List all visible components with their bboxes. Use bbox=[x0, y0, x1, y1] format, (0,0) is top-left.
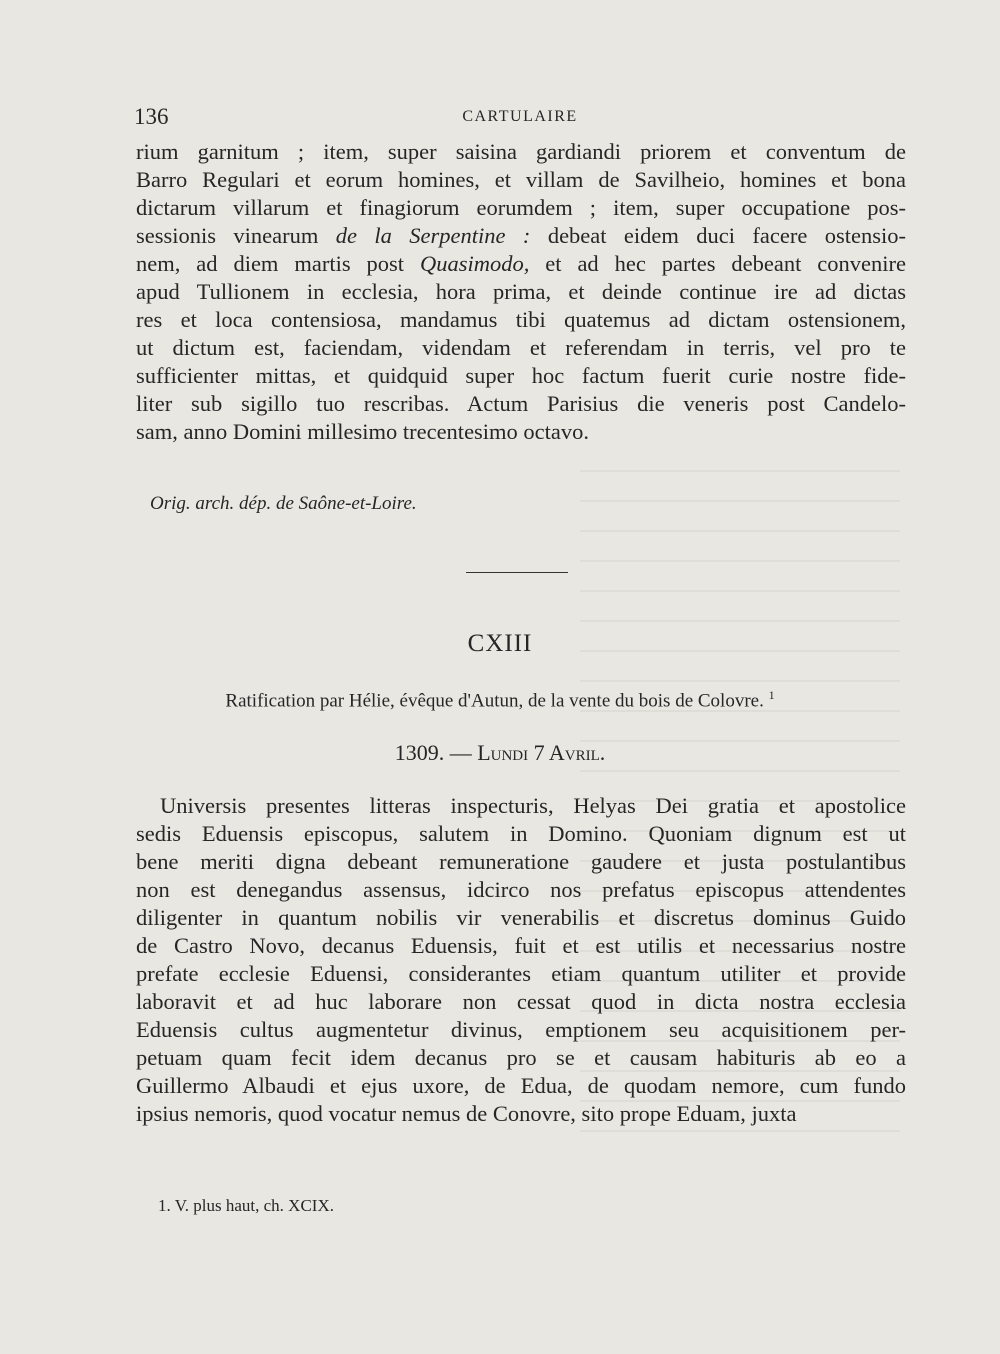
footnote: 1. V. plus haut, ch. XCIX. bbox=[158, 1196, 334, 1215]
text-line: rium garnitum ; item, super saisina gardiandi priorem et conventum de bbox=[136, 139, 906, 164]
section-divider bbox=[466, 572, 568, 573]
document-text bbox=[136, 792, 906, 1128]
text-line: prefate ecclesie Eduensi, considerantes etiam quantum utiliter et provide bbox=[136, 961, 906, 986]
running-head bbox=[134, 104, 906, 134]
running-title: CARTULAIRE bbox=[462, 108, 578, 125]
text-segment: sessionis vinearum bbox=[136, 223, 336, 248]
text-line: sam, anno Domini millesimo trecentesimo octavo. bbox=[136, 419, 590, 444]
document-title bbox=[0, 688, 1000, 712]
previous-document-text bbox=[136, 138, 906, 446]
text-segment: nem, ad diem martis post bbox=[136, 251, 420, 276]
text-line: ipsius nemoris, quod vocatur nemus de Conovre, sito prope Eduam, juxta bbox=[136, 1101, 797, 1126]
footnote-marker: 1 bbox=[768, 688, 775, 702]
text-line: de Castro Novo, decanus Eduensis, fuit et est utilis et necessarius nostre bbox=[136, 933, 906, 958]
source-note: Orig. arch. dép. de Saône-et-Loire. bbox=[150, 493, 417, 514]
text-segment: et ad hec partes debeant convenire bbox=[529, 251, 906, 276]
date-day: Lundi 7 Avril. bbox=[477, 740, 606, 765]
text-line bbox=[136, 222, 906, 250]
text-line: apud Tullionem in ecclesia, hora prima, et deinde continue ire ad dictas bbox=[136, 279, 906, 304]
text-line: ut dictum est, faciendam, videndam et referendam in terris, vel pro te bbox=[136, 335, 906, 360]
text-line: Barro Regulari et eorum homines, et villam de Savilheio, homines et bona bbox=[136, 167, 906, 192]
text-line: laboravit et ad huc laborare non cessat quod in dicta nostra ecclesia bbox=[136, 989, 906, 1014]
text-line: non est denegandus assensus, idcirco nos prefatus episcopus attendentes bbox=[136, 877, 906, 902]
italic-text: Quasimodo, bbox=[419, 251, 530, 276]
text-line: Eduensis cultus augmentetur divinus, emptionem seu acquisitionem per- bbox=[136, 1017, 906, 1042]
italic-text: de la Serpentine : bbox=[335, 223, 531, 248]
document-title-text: Ratification par Hélie, évêque d'Autun, de la vente du bois de Colovre. bbox=[225, 690, 764, 712]
text-line: sufficienter mittas, et quidquid super hoc factum fuerit curie nostre fide- bbox=[136, 363, 906, 388]
page-number: 136 bbox=[134, 104, 169, 129]
date-year: 1309. bbox=[394, 740, 445, 765]
text-line: sedis Eduensis episcopus, salutem in Domino. Quoniam dignum est ut bbox=[136, 821, 906, 846]
text-line: dictarum villarum et finagiorum eorumdem ; item, super occupatione pos- bbox=[136, 195, 906, 220]
text-line: res et loca contensiosa, mandamus tibi quatemus ad dictam ostensionem, bbox=[136, 307, 906, 332]
text-line: petuam quam fecit idem decanus pro se et causam habituris ab eo a bbox=[136, 1045, 906, 1070]
text-segment: debeat eidem duci facere ostensio- bbox=[530, 223, 906, 248]
text-line: diligenter in quantum nobilis vir venerabilis et discretus dominus Guido bbox=[136, 905, 906, 930]
text-line bbox=[136, 250, 906, 278]
text-line: bene meriti digna debeant remuneratione gaudere et justa postulantibus bbox=[136, 849, 906, 874]
date-dash: — bbox=[449, 740, 472, 765]
text-line: Guillermo Albaudi et ejus uxore, de Edua, de quodam nemore, cum fundo bbox=[136, 1073, 906, 1098]
text-line: Universis presentes litteras inspecturis, Helyas Dei gratia et apostolice bbox=[160, 793, 906, 818]
document-date bbox=[0, 740, 1000, 766]
document-number: CXIII bbox=[467, 630, 533, 657]
text-line: liter sub sigillo tuo rescribas. Actum Parisius die veneris post Candelo- bbox=[136, 391, 906, 416]
